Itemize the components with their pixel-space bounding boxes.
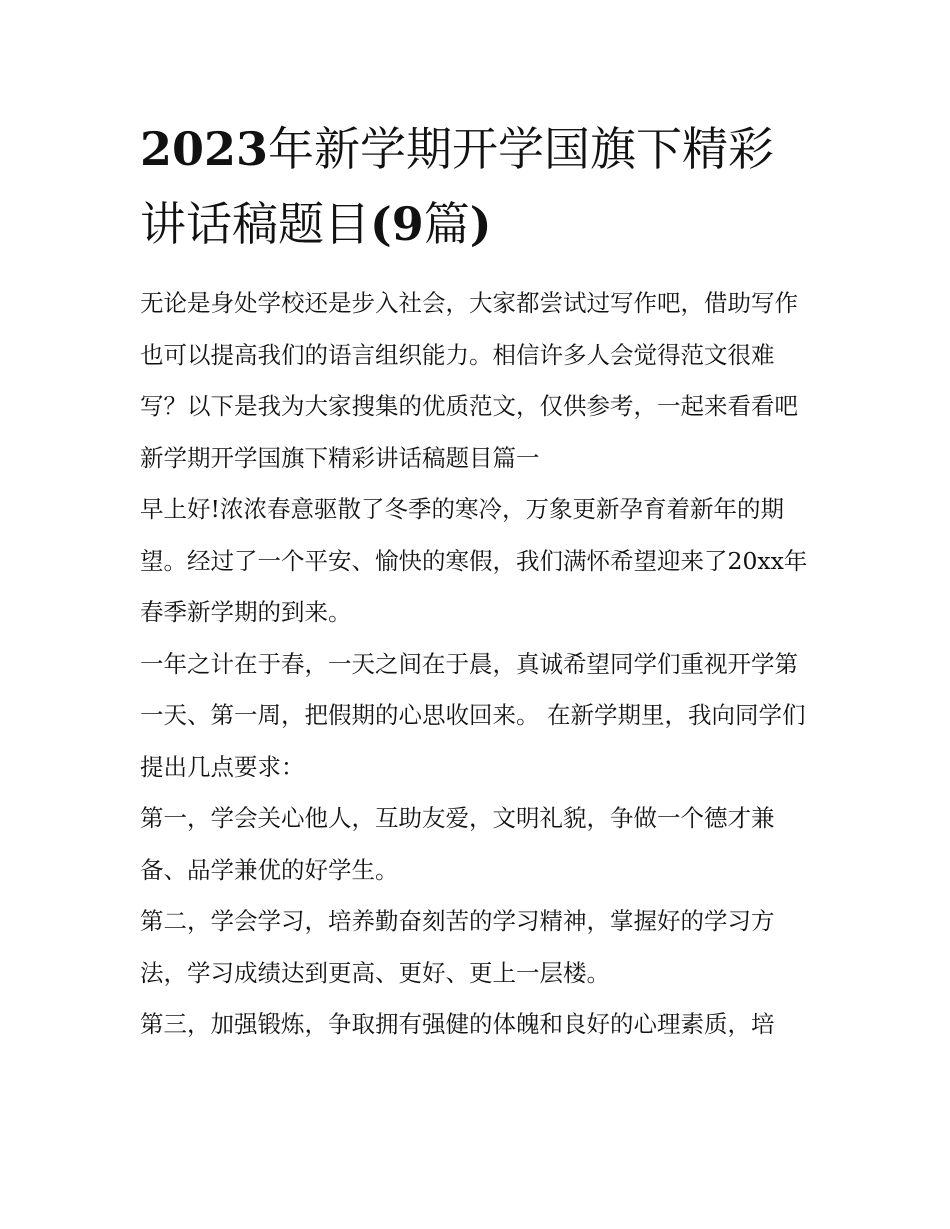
title-text: 年新学期开学国旗下精彩讲话稿题目 xyxy=(140,122,775,251)
title-paren-close: ) xyxy=(469,197,492,251)
intro-paragraph: 无论是身处学校还是步入社会，大家都尝试过写作吧，借助写作也可以提高我们的语言组织能力。相信许多人会觉得范文很难写？以下是我为大家搜集的优质范文，仅供参考，一起来看看吧 xyxy=(140,289,798,420)
body-paragraph: 第三，加强锻炼，争取拥有强健的体魄和良好的心理素质，培 xyxy=(140,1010,775,1038)
title-year: 2023 xyxy=(140,122,269,176)
body-paragraph: 一年之计在于春，一天之间在于晨，真诚希望同学们重视开学第一天、第一周，把假期的心思收回来。 在新学期里，我向同学们提出几点要求： xyxy=(140,649,806,781)
document-body xyxy=(140,112,812,1051)
body-paragraph: 早上好!浓浓春意驱散了冬季的寒冷，万象更新孕育着新年的期望。经过了一个平安、愉快的寒假，我们满怀希望迎来了20xx年春季新学期的到来。 xyxy=(140,495,808,626)
title-paren-open: (9 xyxy=(370,197,424,251)
title-paren-text: 篇 xyxy=(423,197,470,251)
section-heading: 新学期开学国旗下精彩讲话稿题目篇一 xyxy=(140,443,540,472)
document-title xyxy=(140,112,812,262)
body-paragraph: 第一，学会关心他人，互助友爱，文明礼貌，争做一个德才兼备、品学兼优的好学生。 xyxy=(140,804,775,884)
body-paragraph: 第二，学会学习，培养勤奋刻苦的学习精神，掌握好的学习方法，学习成绩达到更高、更好、更上一层楼。 xyxy=(140,907,775,987)
